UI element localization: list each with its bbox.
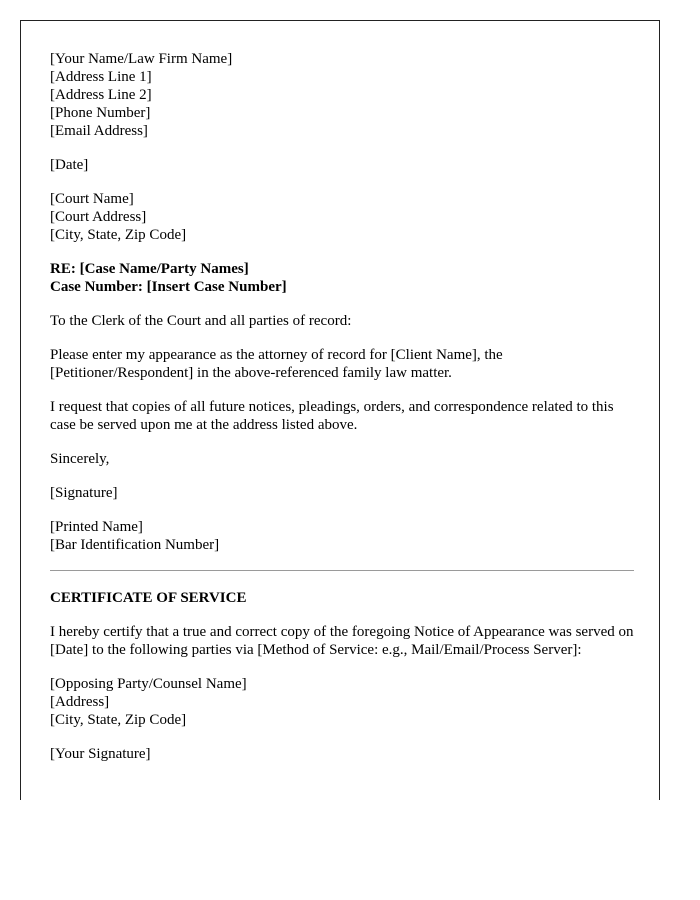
recipient-city-state-zip: [City, State, Zip Code] [50, 712, 187, 728]
recipient-address: [Address] [50, 694, 110, 710]
closing: Sincerely, [50, 451, 110, 467]
court-address: [Court Address] [50, 209, 147, 225]
sender-block [50, 50, 634, 140]
certificate-title: CERTIFICATE OF SERVICE [50, 590, 247, 606]
body-paragraph-2: I request that copies of all future notices, pleadings, orders, and correspondence related to this case be served upon me at the address listed above. [50, 399, 614, 433]
sender-phone: [Phone Number] [50, 105, 151, 121]
signer-printed-name: [Printed Name] [50, 519, 143, 535]
sender-email: [Email Address] [50, 123, 148, 139]
letter-date: [Date] [50, 157, 89, 173]
sender-address-line-2: [Address Line 2] [50, 87, 152, 103]
recipient-block [50, 675, 634, 729]
signer-block [50, 518, 634, 554]
court-name: [Court Name] [50, 191, 134, 207]
certificate-signature: [Your Signature] [50, 746, 151, 762]
recipient-name: [Opposing Party/Counsel Name] [50, 676, 247, 692]
certificate-text: I hereby certify that a true and correct copy of the foregoing Notice of Appearance was served on [Date] to the following parties via [Method of Service: e.g., Mail/Email/Process Server]: [50, 624, 634, 658]
sender-name: [Your Name/Law Firm Name] [50, 51, 233, 67]
court-city-state-zip: [City, State, Zip Code] [50, 227, 187, 243]
re-case-name: RE: [Case Name/Party Names] [50, 261, 249, 277]
re-block [50, 260, 634, 296]
letter-content [50, 50, 634, 779]
body-paragraph-1: Please enter my appearance as the attorney of record for [Client Name], the [Petitioner/Respondent] in the above-referenced family law matter. [50, 347, 503, 381]
court-block [50, 190, 634, 244]
salutation: To the Clerk of the Court and all parties of record: [50, 313, 352, 329]
re-case-number: Case Number: [Insert Case Number] [50, 279, 287, 295]
sender-address-line-1: [Address Line 1] [50, 69, 152, 85]
signature-placeholder: [Signature] [50, 485, 118, 501]
signer-bar-id: [Bar Identification Number] [50, 537, 220, 553]
document-page [20, 20, 660, 800]
date-block [50, 156, 634, 174]
section-divider [50, 570, 634, 571]
